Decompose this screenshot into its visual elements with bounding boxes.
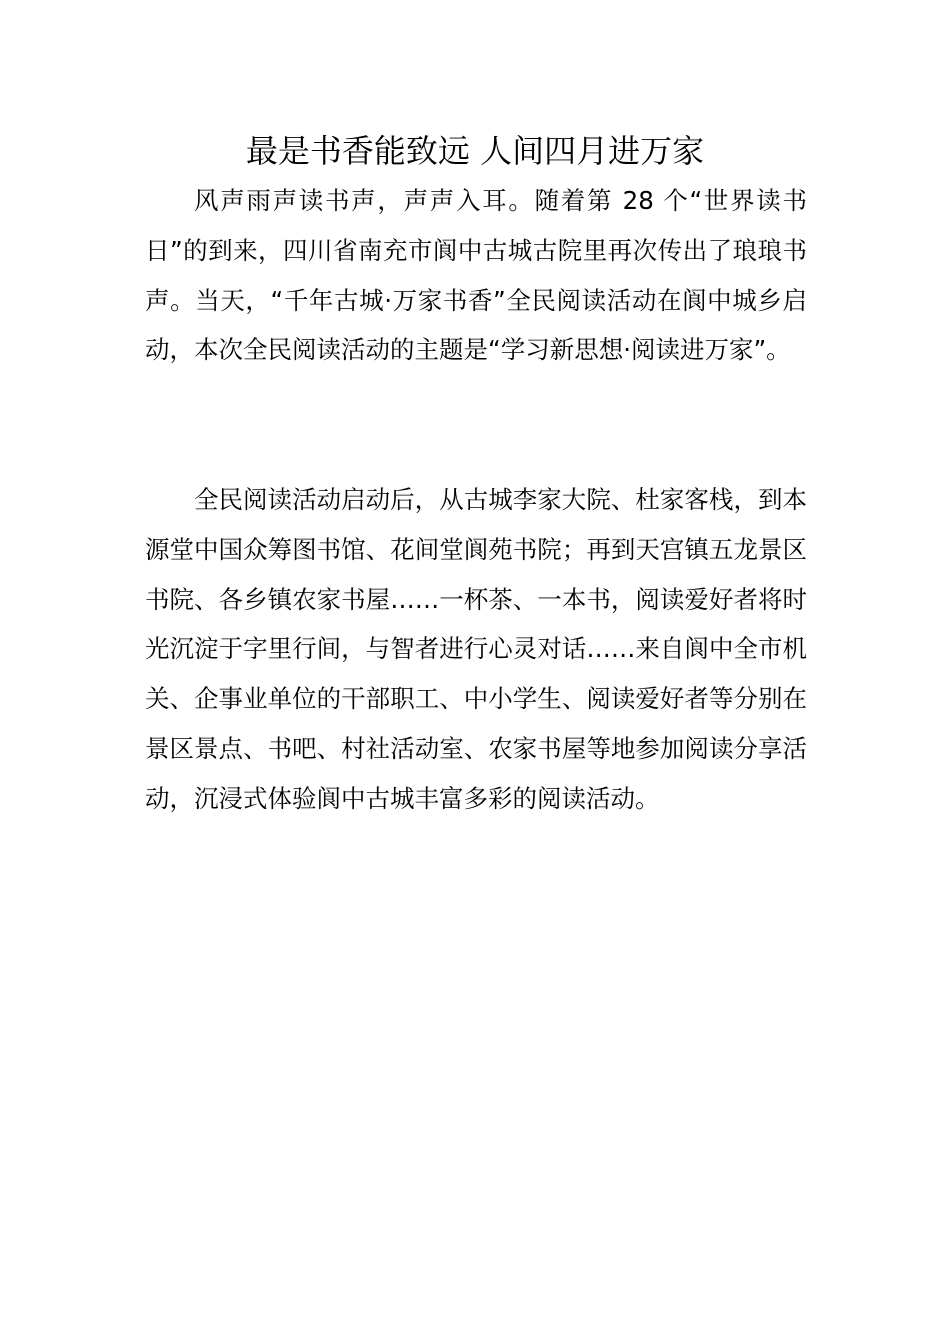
document-title: 最是书香能致远 人间四月进万家 — [245, 132, 705, 170]
paragraph-2: 全民阅读活动启动后，从古城李家大院、杜家客栈，到本源堂中国众筹图书馆、花间堂阆苑书院；再到天宫镇五龙景区书院、各乡镇农家书屋……一杯茶、一本书，阅读爱好者将时光沉淀于字里行间，与智者进行心灵对话……来自阆中全市机关、企事业单位的干部职工、中小学生、阅读爱好者等分别在景区景点、书吧、村社活动室、农家书屋等地参加阅读分享活动，沉浸式体验阆中古城丰富多彩的阅读活动。 — [145, 485, 807, 813]
paragraph-1: 风声雨声读书声，声声入耳。随着第 28 个“世界读书日”的到来，四川省南充市阆中古城古院里再次传出了琅琅书声。当天，“千年古城·万家书香”全民阅读活动在阆中城乡启动，本次全民阅读活动的主题是“学习新思想·阅读进万家”。 — [145, 186, 807, 365]
